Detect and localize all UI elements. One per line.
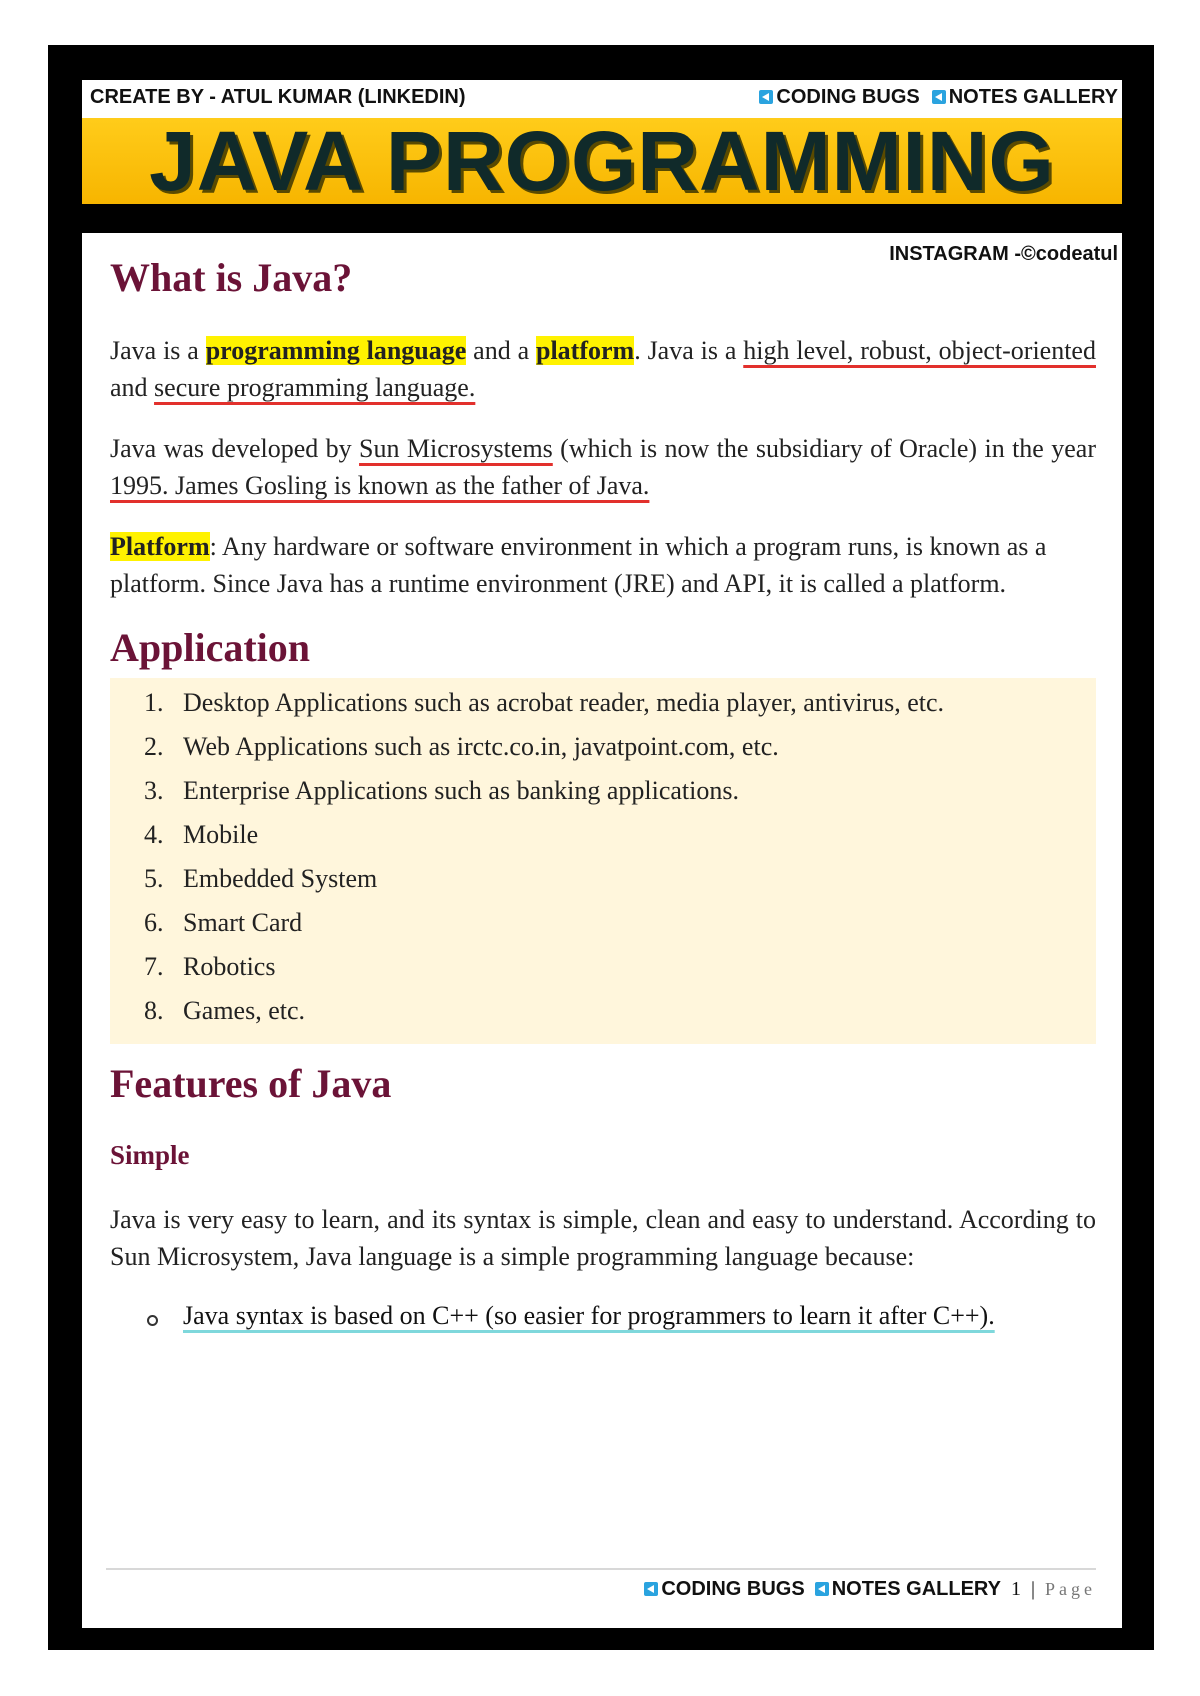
list-item: 1. Desktop Applications such as acrobat reader, media player, antivirus, etc.	[144, 688, 945, 717]
page-footer	[644, 1578, 1096, 1601]
list-item: 5. Embedded System	[144, 864, 378, 893]
underline-high-level: high level, robust, object-oriented	[743, 336, 1096, 365]
subheading-simple: Simple	[110, 1140, 190, 1170]
simple-bullets	[110, 1297, 1096, 1334]
footer-coding-bugs-link[interactable]: CODING BUGS	[644, 1578, 804, 1601]
banner-title: JAVA PROGRAMMING	[149, 114, 1055, 208]
highlight-platform: platform	[536, 336, 635, 365]
list-item	[110, 1297, 1096, 1334]
paragraph-platform: Platform: Any hardware or software environment in which a program runs, is known as a platform. Since Java has a runtime environment (JRE) and API, it is called a platform.	[110, 532, 1047, 598]
coding-bugs-link[interactable]: CODING BUGS	[759, 86, 919, 109]
highlight-platform-term: Platform	[110, 532, 210, 561]
highlight-programming-language: programming language	[205, 336, 467, 365]
page-label: Page	[1045, 1579, 1096, 1599]
paragraph-simple: Java is very easy to learn, and its syntax is simple, clean and easy to understand. According to Sun Microsystem, Java language is a simple programming language because:	[110, 1205, 1096, 1271]
application-list	[110, 678, 1096, 1044]
paragraph-java-history: Java was developed by Sun Microsystems (which is now the subsidiary of Oracle) in the year 1995. James Gosling is known as the father of Java.	[110, 434, 1096, 500]
footer-divider	[106, 1568, 1096, 1570]
heading-what-is-java: What is Java?	[110, 255, 353, 300]
list-item: 3. Enterprise Applications such as banking applications.	[144, 776, 739, 805]
footer-notes-gallery-link[interactable]: NOTES GALLERY	[815, 1578, 1001, 1601]
underline-sun-microsystems: Sun Microsystems	[359, 434, 553, 463]
list-item: 4. Mobile	[144, 820, 259, 849]
underline-secure: secure programming language.	[154, 373, 476, 402]
paragraph-java-intro: Java is a programming language and a platform. Java is a high level, robust, object-oriented and secure programming language.	[110, 336, 1096, 402]
header-links	[759, 86, 1118, 109]
telegram-icon	[759, 90, 773, 104]
heading-application: Application	[110, 625, 311, 670]
instagram-handle: INSTAGRAM -©codeatul	[889, 243, 1118, 265]
telegram-icon	[644, 1582, 658, 1596]
notes-gallery-link[interactable]: NOTES GALLERY	[932, 86, 1118, 109]
underline-james-gosling: 1995. James Gosling is known as the father of Java.	[110, 471, 650, 500]
page-number: 1	[1010, 1578, 1021, 1600]
telegram-icon	[815, 1582, 829, 1596]
document-body	[110, 252, 1096, 1334]
page-separator: |	[1030, 1578, 1035, 1600]
telegram-icon	[932, 90, 946, 104]
underline-cpp-syntax: Java syntax is based on C++ (so easier for programmers to learn it after C++).	[183, 1301, 995, 1330]
creator-credit: CREATE BY - ATUL KUMAR (LINKEDIN)	[90, 86, 466, 108]
heading-features: Features of Java	[110, 1061, 392, 1106]
list-item: 2. Web Applications such as irctc.co.in, javatpoint.com, etc.	[144, 732, 779, 761]
list-item: 8. Games, etc.	[144, 996, 306, 1025]
list-item: 6. Smart Card	[144, 908, 303, 937]
title-banner	[82, 114, 1122, 208]
list-item: 7. Robotics	[144, 952, 276, 981]
